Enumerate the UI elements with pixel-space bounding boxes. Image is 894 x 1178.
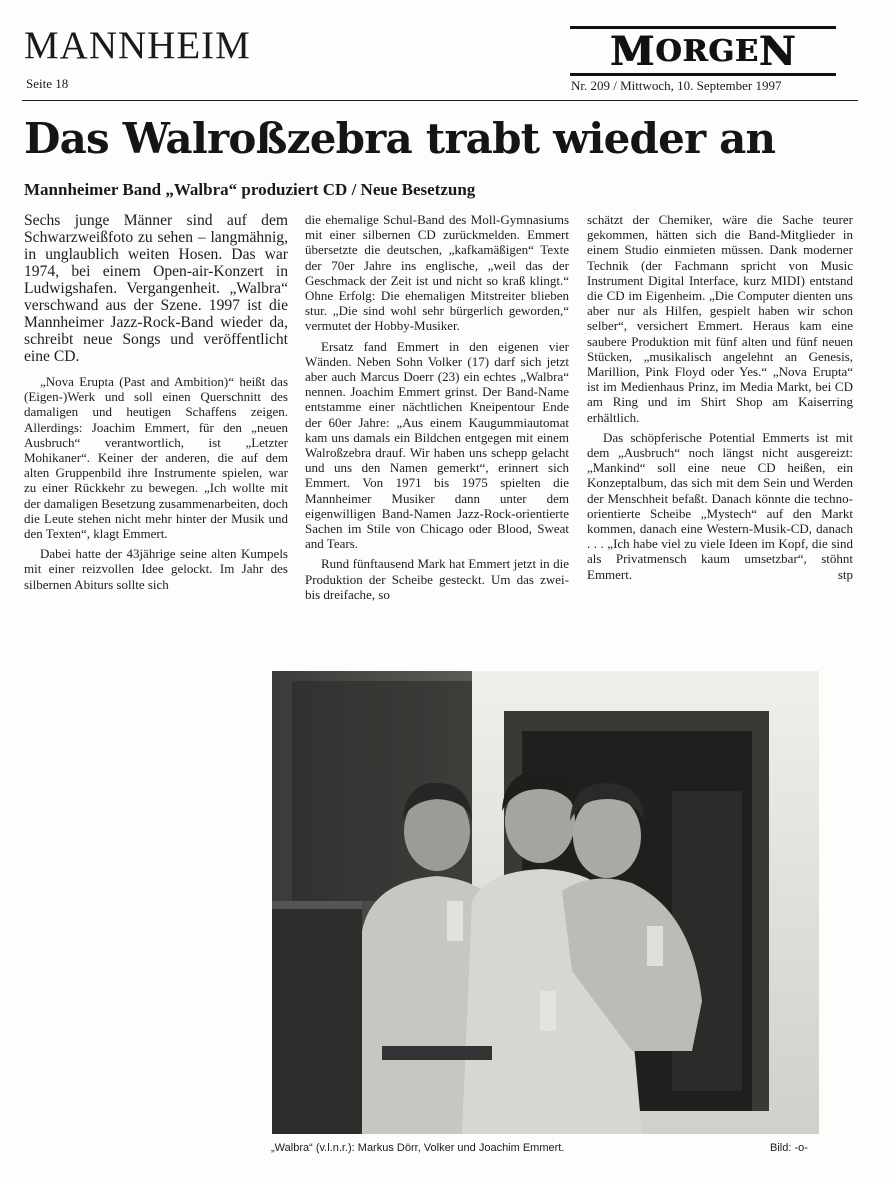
photo-caption: „Walbra“ (v.l.n.r.): Markus Dörr, Volker und Joachim Emmert. — [271, 1142, 565, 1154]
photo-credit: Bild: -o- — [770, 1142, 808, 1154]
paragraph: Ersatz fand Emmert in den eigenen vier Wänden. Neben Sohn Volker (17) darf sich jetzt aber auch Marcus Doerr (23) ein echtes „Walbra“ nennen. Joachim Emmert grinst. Der Band-Name entstamme einer nächtlichen Kneipentour Ende der 60er Jahre: „Aus einem Kaugummiautomat kam uns damals ein Bildchen entgegen mit einem Walroßzebra drauf. Wir haben uns schepp gelacht und uns den Namen gemerkt“, erinnert sich Emmert. Von 1971 bis 1975 spielten die Mannheimer Musiker dann unter dem eigenwilligen Band-Namen Jazz-Rock-orientierte Sachen im Stile von Chicago oder Blood, Sweat and Tears. — [305, 338, 569, 552]
paragraph: die ehemalige Schul-Band des Moll-Gymnasiums mit einer silbernen CD zurückmelden. Emmert übersetzte die deutschen, „kafkamäßigen“ Texte der 70er Jahre ins englische, „weil das der Geschmack der Zeit ist und nicht so kraß klingt.“ Ohne Erfolg: Die ehemaligen Mitstreiter blieben stur. „Die sind wohl sehr bürgerlich geworden,“ vermutet der Hobby-Musiker. — [305, 212, 569, 334]
paragraph — [587, 430, 853, 582]
paragraph-text: Das schöpferische Potential Emmerts ist mit dem „Ausbruch“ noch längst nicht ausgereizt: „Mankind“ soll eine neue CD heißen, ein Konzeptalbum, das sich mit dem Sein und Werden der Menschheit befaßt. Danach könnte die techno-orientierte Scheibe „Mystech“ auf den Markt kommen, danach eine Western-Musik-CD, danach . . . „Ich habe viel zu viele Ideen im Kopf, die sind als Privatmensch kaum umsetzbar“, stöhnt Emmert. — [587, 429, 853, 582]
band-photo — [272, 671, 819, 1134]
logo-letter-first: M — [609, 27, 656, 75]
page-number: Seite 18 — [26, 76, 69, 91]
author-signature: stp — [837, 566, 853, 582]
article-column-1 — [24, 212, 288, 592]
logo-letter-last: N — [758, 27, 797, 75]
paragraph: Dabei hatte der 43jährige seine alten Kumpels mit einer reizvollen Idee gelockt. Im Jahr des silbernen Abiturs sollte sich — [24, 546, 288, 592]
paragraph: schätzt der Chemiker, wäre die Sache teurer gekommen, hätten sich die Band-Mitglieder in einem Studio einmieten müssen. Dank moderner Technik (der Fachmann spricht von Music Instrument Digital Interface, kurz MIDI) entstand die CD im Eigenheim. „Die Computer dienten uns aber nur als Hilfen, gespielt haben wir schon selber“, versichert Emmert. Heraus kam eine saubere Produktion mit fünf alten und fünf neuen Stücken, „musikalisch angelehnt an Genesis, Marillion, Pink Floyd oder Yes.“ „Nova Erupta“ ist im Medienhaus Prinz, im Media Markt, bei CD am Ring und im Shirt Shop am Kaiserring erhältlich. — [587, 212, 853, 425]
article-column-3 — [587, 212, 853, 582]
issue-date: Nr. 209 / Mittwoch, 10. September 1997 — [571, 78, 782, 93]
paragraph: Rund fünftausend Mark hat Emmert jetzt in die Produktion der Scheibe gesteckt. Um das zwei- bis dreifache, so — [305, 556, 569, 602]
article-headline: Das Walroßzebra trabt wieder an — [24, 114, 776, 163]
band-photo-image — [272, 671, 819, 1134]
header-rule — [22, 100, 858, 101]
logo-letters-middle: ORGE — [655, 33, 759, 69]
newspaper-logo — [570, 26, 836, 76]
article-lead: Sechs junge Männer sind auf dem Schwarzweißfoto zu sehen – langmähnig, in unglaublich weiten Hosen. Das war 1974, bei einem Open-air-Konzert in Ludwigshafen. Vergangenheit. „Walbra“ verschwand aus der Szene. 1997 ist die Mannheimer Jazz-Rock-Band wieder da, schreibt neue Songs und veröffentlicht eine CD. — [24, 212, 288, 365]
paragraph: „Nova Erupta (Past and Ambition)“ heißt das (Eigen-)Werk und soll einen Querschnitt des damaligen und heutigen Schaffens zeigen. Allerdings: Joachim Emmert, für den „neuen Ausbruch“ verantwortlich, ist „Letzter Mohikaner“. Keiner der anderen, die auf dem alten Gruppenbild ihre Instrumente spielen, war zu einer Rückkehr zu bewegen. „Ich wollte mit der damaligen Besetzung zusammenarbeiten, doch die Leute stehen nicht mehr hinter der Musik und den Texten“, klagt Emmert. — [24, 374, 288, 542]
article-column-2 — [305, 212, 569, 602]
article-subheadline: Mannheimer Band „Walbra“ produziert CD / Neue Besetzung — [24, 180, 476, 199]
section-title: MANNHEIM — [24, 24, 251, 67]
